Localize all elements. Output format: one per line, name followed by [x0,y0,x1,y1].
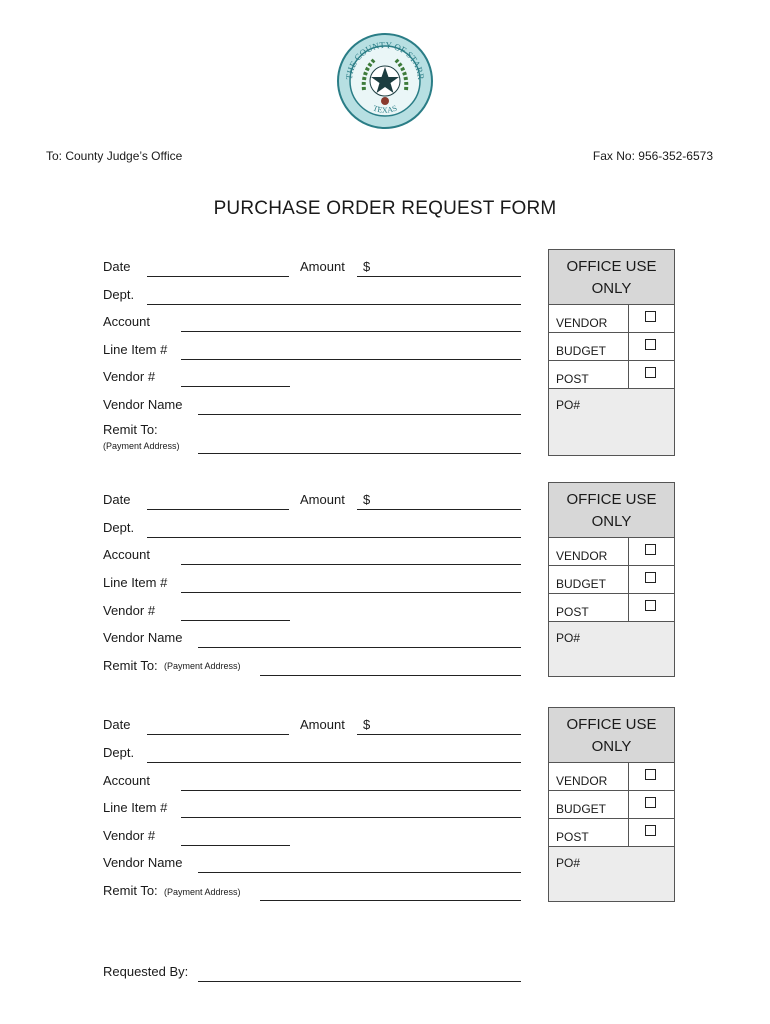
office-use-box [548,482,675,677]
dept-label: Dept. [103,287,135,302]
vendor-number-label: Vendor # [103,603,156,618]
budget-check-label: BUDGET [556,344,607,358]
date-label: Date [103,717,131,732]
vendor-checkbox[interactable] [645,311,656,322]
requested-by-field[interactable] [198,981,521,982]
line-item-field[interactable] [181,359,521,360]
dollar-sign: $ [363,717,371,732]
vendor-name-field[interactable] [198,414,521,415]
line-item-field[interactable] [181,592,521,593]
vendor-number-field[interactable] [181,386,290,387]
vendor-check-label: VENDOR [556,774,608,788]
amount-field[interactable] [357,276,521,277]
to-line: To: County Judge’s Office [46,149,183,163]
office-use-heading-line2: ONLY [591,738,632,755]
vendor-name-field[interactable] [198,647,521,648]
vendor-checkbox-cell [628,305,674,332]
account-field[interactable] [181,790,521,791]
dollar-sign: $ [363,259,371,274]
account-field[interactable] [181,331,521,332]
remit-to-field[interactable] [198,453,521,454]
remit-to-label: Remit To: [103,883,158,898]
vendor-row [549,763,674,791]
vendor-name-label: Vendor Name [103,397,183,412]
office-use-heading-line1: OFFICE USE [566,491,657,508]
post-checkbox[interactable] [645,600,656,611]
post-check-label: POST [556,372,589,386]
post-check-label: POST [556,605,589,619]
remit-to-field[interactable] [260,900,521,901]
po-number-cell[interactable] [549,622,674,676]
county-seal [336,32,434,130]
vendor-checkbox[interactable] [645,769,656,780]
account-label: Account [103,547,150,562]
vendor-number-label: Vendor # [103,828,156,843]
dollar-sign: $ [363,492,371,507]
line-item-label: Line Item # [103,800,168,815]
line-item-label: Line Item # [103,342,168,357]
vendor-check-label: VENDOR [556,316,608,330]
vendor-name-field[interactable] [198,872,521,873]
date-field[interactable] [147,276,289,277]
amount-field[interactable] [357,509,521,510]
dept-field[interactable] [147,762,521,763]
vendor-checkbox-cell [628,763,674,790]
po-number-cell[interactable] [549,847,674,901]
account-label: Account [103,314,150,329]
office-use-heading-line2: ONLY [591,513,632,530]
vendor-number-field[interactable] [181,620,290,621]
dept-label: Dept. [103,745,135,760]
budget-row [549,566,674,594]
seal-text-bottom: TEXAS [371,103,399,115]
payment-address-label: (Payment Address) [103,441,180,451]
vendor-row [549,305,674,333]
budget-check-label: BUDGET [556,802,607,816]
dept-field[interactable] [147,304,521,305]
office-use-heading-line1: OFFICE USE [566,716,657,733]
fax-number: Fax No: 956-352-6573 [592,149,713,163]
po-number-cell[interactable] [549,389,674,455]
budget-row [549,333,674,361]
budget-check-label: BUDGET [556,577,607,591]
date-field[interactable] [147,509,289,510]
post-checkbox-cell [628,819,674,846]
amount-label: Amount [300,492,345,507]
amount-label: Amount [300,259,345,274]
payment-address-label: (Payment Address) [164,661,241,671]
post-checkbox-cell [628,594,674,621]
post-check-label: POST [556,830,589,844]
budget-checkbox[interactable] [645,797,656,808]
dept-label: Dept. [103,520,135,535]
date-label: Date [103,259,131,274]
budget-checkbox-cell [628,333,674,360]
amount-field[interactable] [357,734,521,735]
budget-checkbox-cell [628,566,674,593]
date-label: Date [103,492,131,507]
post-checkbox[interactable] [645,825,656,836]
payment-address-label: (Payment Address) [164,887,241,897]
account-label: Account [103,773,150,788]
office-use-box [548,707,675,902]
vendor-row [549,538,674,566]
amount-label: Amount [300,717,345,732]
vendor-number-field[interactable] [181,845,290,846]
post-checkbox[interactable] [645,367,656,378]
account-field[interactable] [181,564,521,565]
remit-to-label: Remit To: [103,658,158,673]
remit-to-label: Remit To: [103,422,158,437]
po-number-label: PO# [556,398,581,412]
form-title: PURCHASE ORDER REQUEST FORM [213,198,557,219]
budget-row [549,791,674,819]
post-row [549,819,674,847]
budget-checkbox[interactable] [645,572,656,583]
date-field[interactable] [147,734,289,735]
post-checkbox-cell [628,361,674,388]
vendor-check-label: VENDOR [556,549,608,563]
office-use-heading [549,250,674,305]
requested-by-label: Requested By: [103,964,189,979]
office-use-box [548,249,675,456]
po-number-label: PO# [556,856,581,870]
line-item-field[interactable] [181,817,521,818]
post-row [549,361,674,389]
vendor-checkbox-cell [628,538,674,565]
seal-text-top: THE COUNTY OF STARR [343,39,427,81]
office-use-heading [549,483,674,538]
po-number-label: PO# [556,631,581,645]
dept-field[interactable] [147,537,521,538]
office-use-heading [549,708,674,763]
vendor-checkbox[interactable] [645,544,656,555]
budget-checkbox-cell [628,791,674,818]
office-use-heading-line2: ONLY [591,280,632,297]
vendor-name-label: Vendor Name [103,630,183,645]
vendor-name-label: Vendor Name [103,855,183,870]
office-use-heading-line1: OFFICE USE [566,258,657,275]
post-row [549,594,674,622]
budget-checkbox[interactable] [645,339,656,350]
line-item-label: Line Item # [103,575,168,590]
vendor-number-label: Vendor # [103,369,156,384]
remit-to-field[interactable] [260,675,521,676]
